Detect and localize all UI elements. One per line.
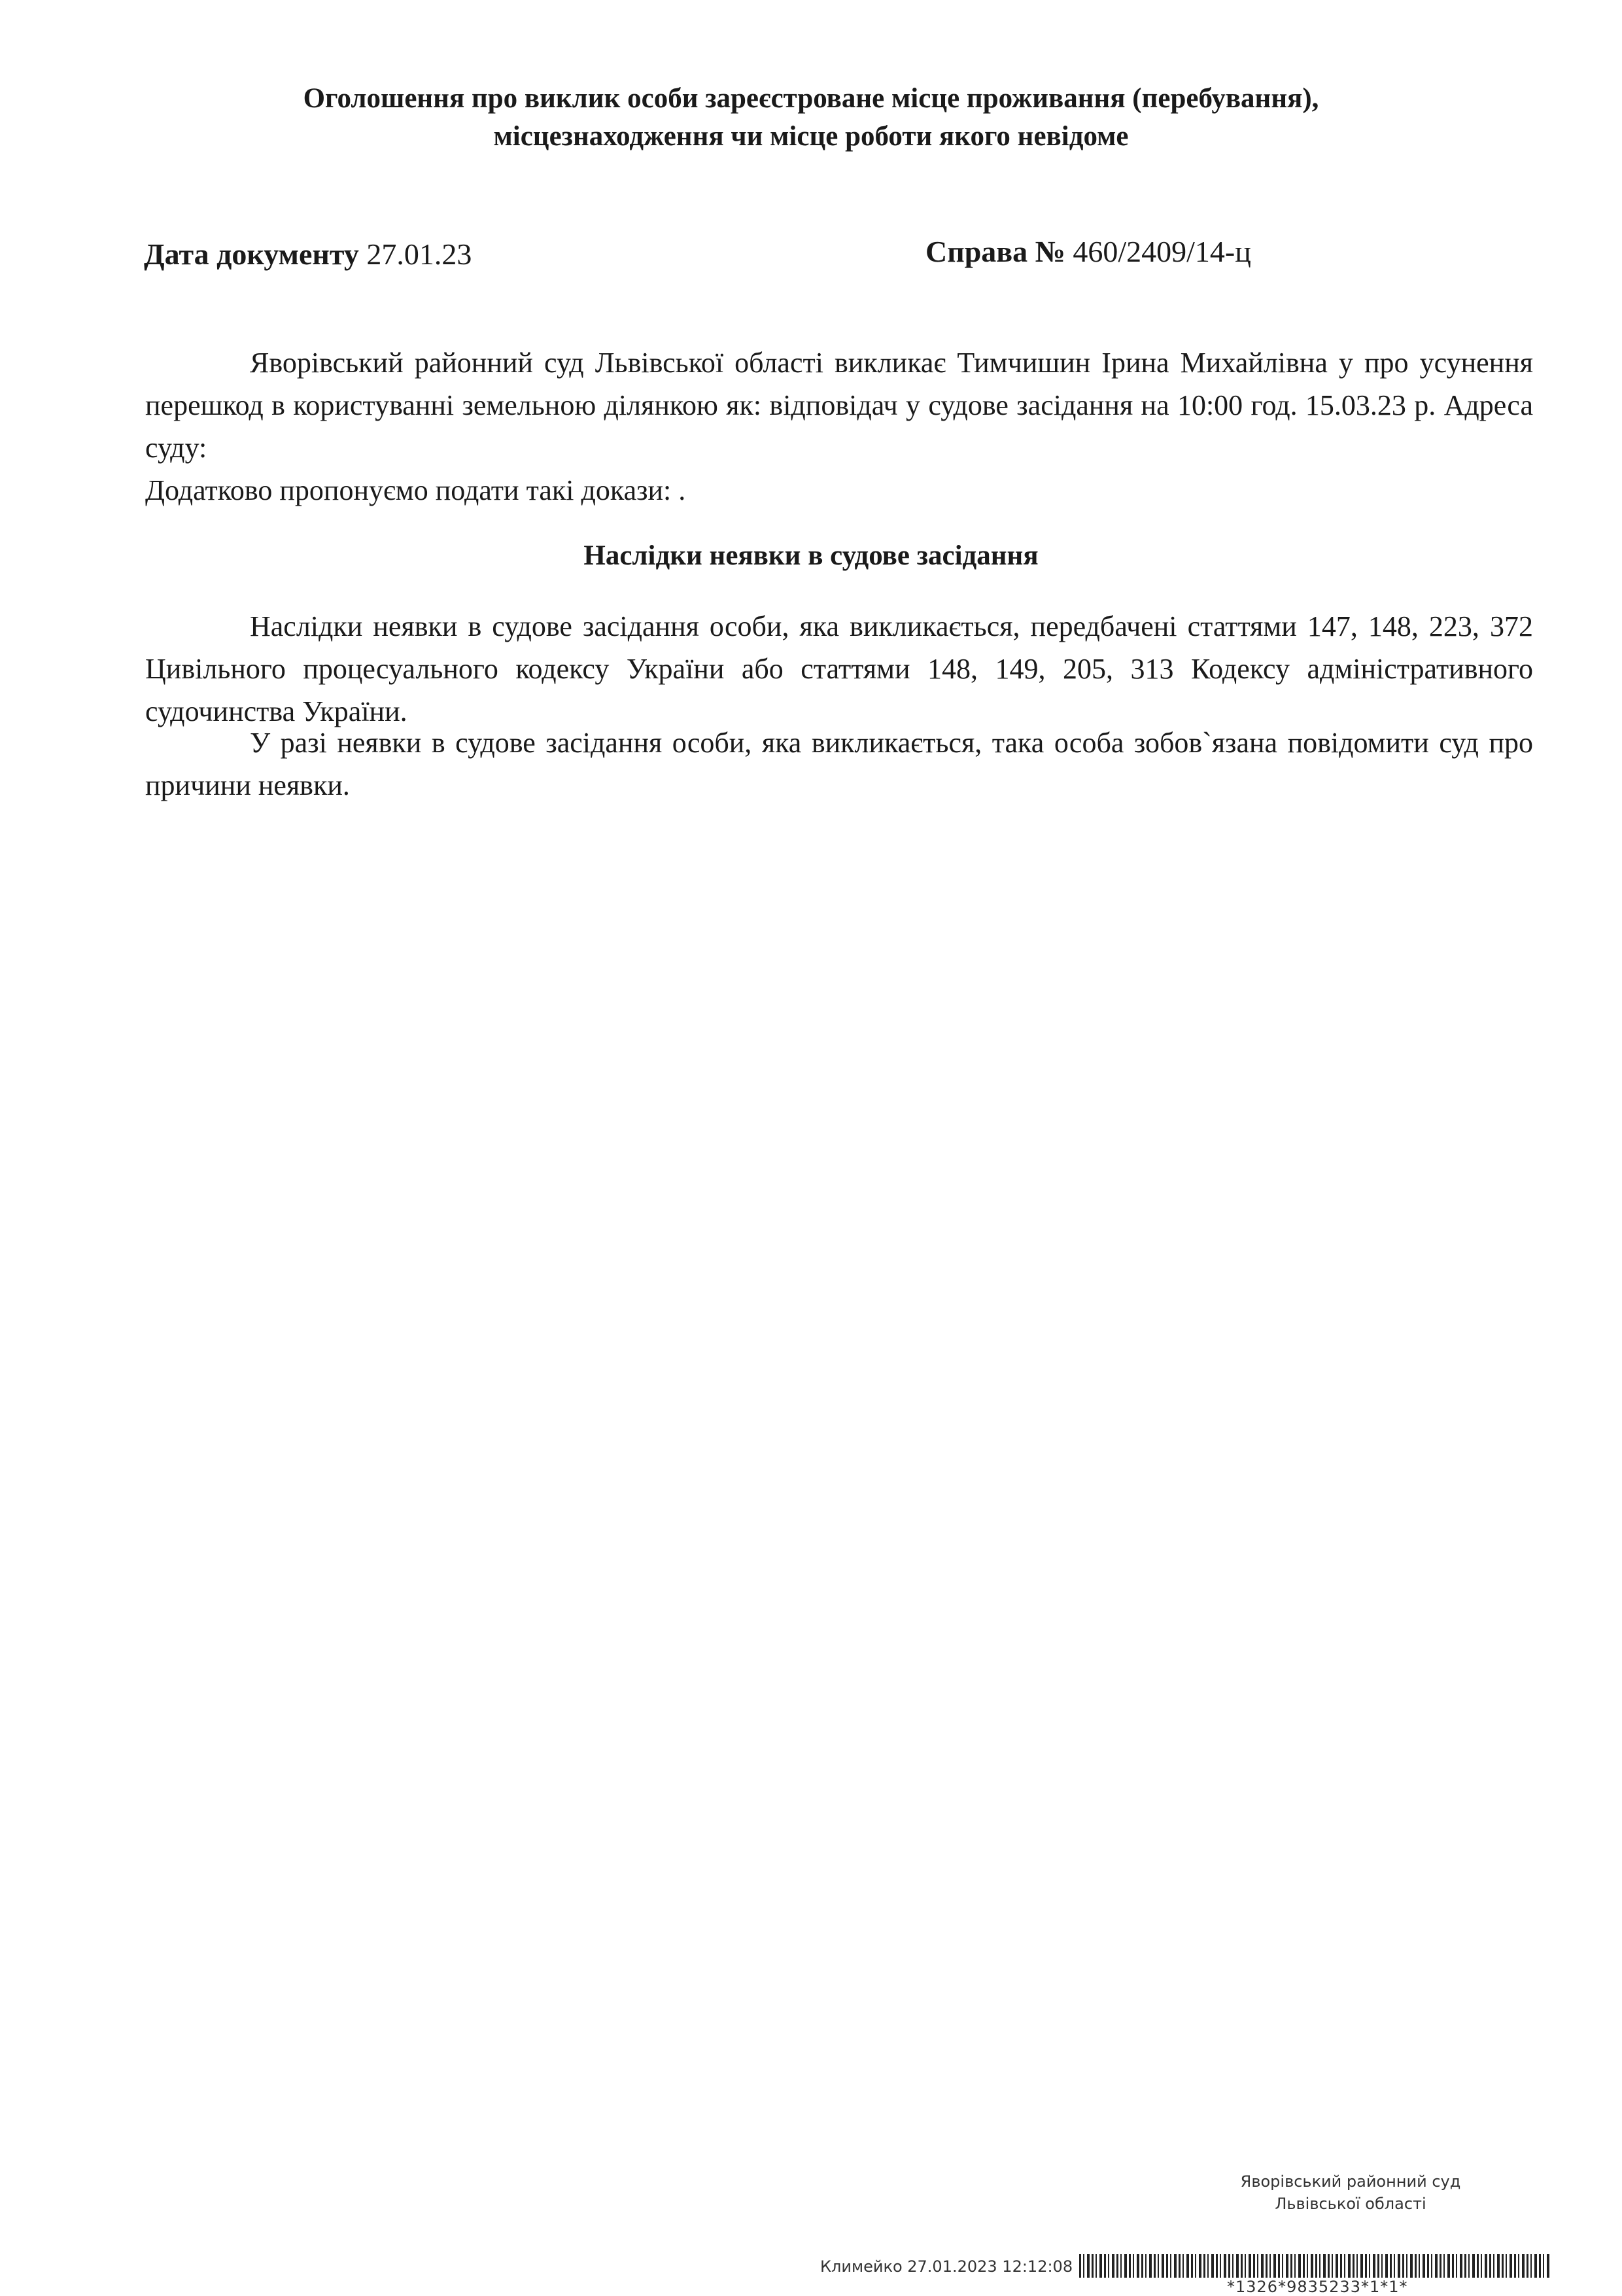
section-heading: Наслідки неявки в судове засідання <box>583 540 1039 571</box>
case-number <box>925 234 1251 269</box>
document-title <box>196 80 1426 156</box>
document-date <box>144 237 472 271</box>
evidence-note: Додатково пропонуємо подати такі докази: . <box>145 474 686 506</box>
barcode-code: *1326*9835233*1*1* <box>1227 2278 1408 2296</box>
court-stamp <box>1203 2170 1498 2215</box>
court-stamp-line-1: Яворівський районний суд <box>1240 2172 1461 2191</box>
court-stamp-line-2: Львівської області <box>1275 2195 1426 2213</box>
date-value: 27.01.23 <box>358 237 472 271</box>
consequences-paragraph <box>145 605 1533 733</box>
summons-paragraph <box>145 341 1533 469</box>
notify-text: У разі неявки в судове засідання особи, яка викликається, така особа зобов`язана повідомити суд про причини неявки. <box>145 727 1533 801</box>
summons-text: Яворівський районний суд Львівської області викликає Тимчишин Ірина Михайлівна у про усунення перешкод в користуванні земельною ділянкою як: відповідач у судове засідання на 10:00 год. 15.03.23 р. Адреса суду: <box>145 347 1533 464</box>
date-label: Дата документу <box>144 237 359 271</box>
registrar-timestamp: Климейко 27.01.2023 12:12:08 <box>820 2257 1073 2276</box>
case-label: Справа № <box>925 235 1065 268</box>
notify-paragraph <box>145 722 1533 807</box>
title-line-2: місцезнаходження чи місце роботи якого невідоме <box>493 121 1129 152</box>
consequences-text: Наслідки неявки в судове засідання особи, яка викликається, передбачені статтями 147, 148, 223, 372 Цивільного процесуального кодексу України або статтями 148, 149, 205, 313 Кодексу адміністративного судочинства України. <box>145 610 1533 727</box>
barcode-icon <box>1079 2254 1550 2278</box>
case-value: 460/2409/14-ц <box>1065 235 1251 268</box>
title-line-1: Оголошення про виклик особи зареєстроване місце проживання (перебування), <box>303 83 1319 114</box>
